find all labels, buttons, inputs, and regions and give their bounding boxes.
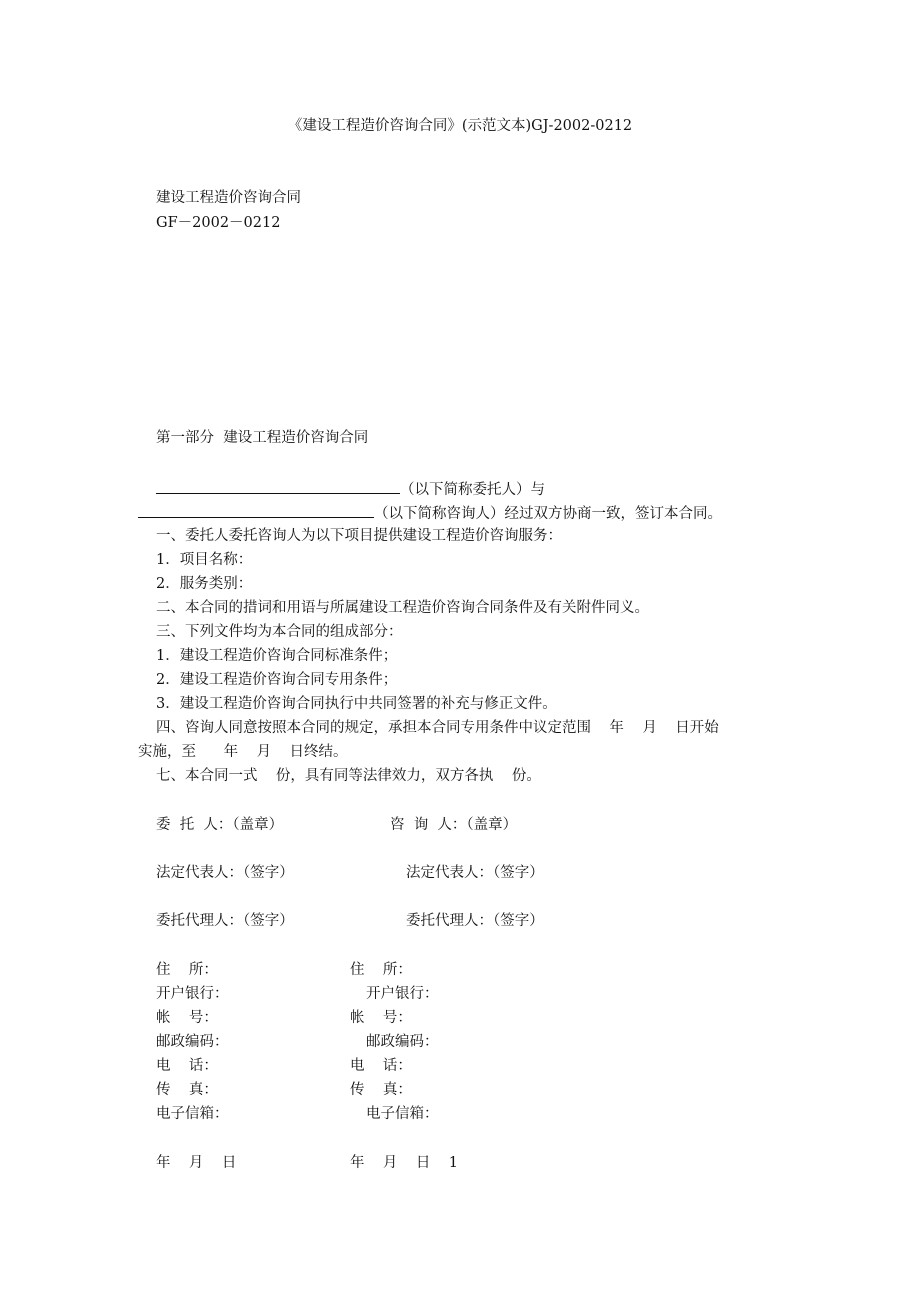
consultant-date: 年 月 日 1 xyxy=(350,1155,459,1171)
clause-3: 三、下列文件均为本合同的组成部分： xyxy=(156,624,403,640)
party-a-suffix: （以下简称委托人）与 xyxy=(400,482,545,498)
document-title: 《建设工程造价咨询合同》(示范文本)GJ-2002-0212 xyxy=(287,118,633,134)
clause-7: 七、本合同一式 份，具有同等法律效力，双方各执 份。 xyxy=(156,768,541,784)
clause-4-cont: 实施，至 年 月 日终结。 xyxy=(138,744,348,760)
party-b-line xyxy=(138,502,722,524)
client-rep-label: 法定代表人：（签字） xyxy=(156,865,294,881)
consultant-account: 帐 号： xyxy=(350,1010,412,1026)
cover-title: 建设工程造价咨询合同 xyxy=(156,190,301,206)
client-account: 帐 号： xyxy=(156,1010,218,1026)
client-fax: 传 真： xyxy=(156,1082,218,1098)
consultant-email: 电子信箱： xyxy=(366,1106,439,1122)
client-email: 电子信箱： xyxy=(156,1106,229,1122)
part-heading: 第一部分 建设工程造价咨询合同 xyxy=(156,430,369,446)
cover-code: GF－2002－0212 xyxy=(156,215,281,231)
consultant-seal-label: 咨 询 人：（盖章） xyxy=(390,817,518,833)
client-bank: 开户银行： xyxy=(156,986,229,1002)
party-a-blank xyxy=(156,478,400,494)
clause-4: 四、咨询人同意按照本合同的规定，承担本合同专用条件中议定范围 年 月 日开始 xyxy=(156,720,719,736)
clause-2: 二、本合同的措词和用语与所属建设工程造价咨询合同条件及有关附件同义。 xyxy=(156,600,649,616)
client-seal-label: 委 托 人：（盖章） xyxy=(156,817,284,833)
consultant-rep-label: 法定代表人：（签字） xyxy=(406,865,544,881)
clause-3-item-1: 1．建设工程造价咨询合同标准条件； xyxy=(156,648,398,664)
clause-3-item-2: 2．建设工程造价咨询合同专用条件； xyxy=(156,672,398,688)
client-address: 住 所： xyxy=(156,962,218,978)
consultant-phone: 电 话： xyxy=(350,1058,412,1074)
client-phone: 电 话： xyxy=(156,1058,218,1074)
party-a-line xyxy=(156,478,545,500)
clause-3-item-3: 3．建设工程造价咨询合同执行中共同签署的补充与修正文件。 xyxy=(156,696,557,712)
clause-1-item-2: 2．服务类别： xyxy=(156,576,253,592)
client-date: 年 月 日 xyxy=(156,1155,237,1171)
party-b-suffix: （以下简称咨询人）经过双方协商一致，签订本合同。 xyxy=(374,506,722,522)
client-agent-label: 委托代理人：（签字） xyxy=(156,913,294,929)
consultant-fax: 传 真： xyxy=(350,1082,412,1098)
party-b-blank xyxy=(138,502,374,518)
clause-1: 一、委托人委托咨询人为以下项目提供建设工程造价咨询服务： xyxy=(156,528,562,544)
consultant-address: 住 所： xyxy=(350,962,412,978)
consultant-bank: 开户银行： xyxy=(366,986,439,1002)
clause-1-item-1: 1．项目名称： xyxy=(156,552,253,568)
consultant-postcode: 邮政编码： xyxy=(366,1034,439,1050)
client-postcode: 邮政编码： xyxy=(156,1034,229,1050)
consultant-agent-label: 委托代理人：（签字） xyxy=(406,913,544,929)
